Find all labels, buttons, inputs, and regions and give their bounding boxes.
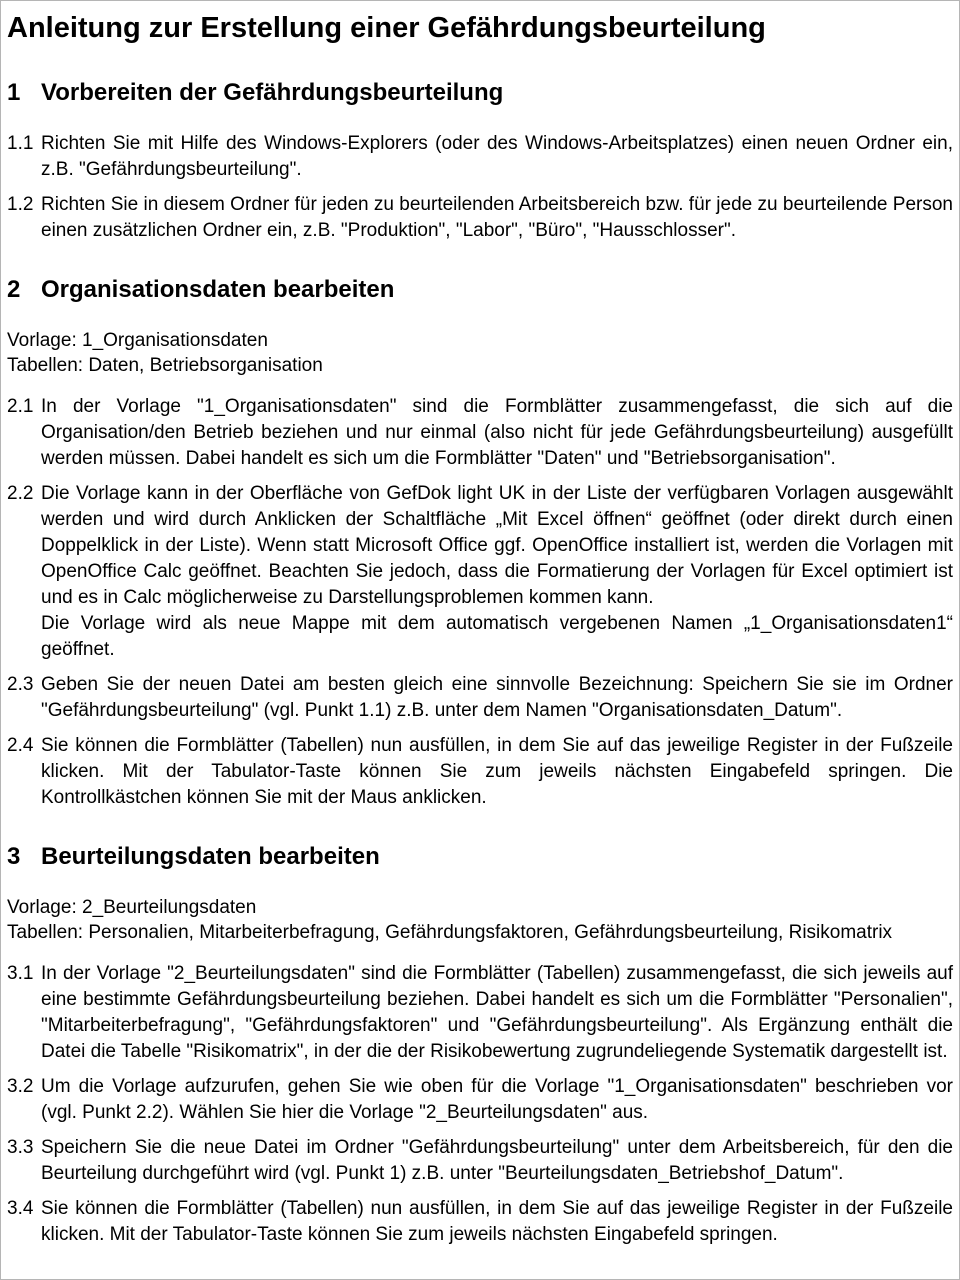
item-paragraph: Richten Sie mit Hilfe des Windows-Explorers (oder des Windows-Arbeitsplatzes) einen neuen Ordner ein, z.B. "Gefährdungsbeurteilung". [41,133,953,180]
item-text [41,394,953,472]
item-paragraph: Geben Sie der neuen Datei am besten gleich eine sinnvolle Bezeichnung: Speichern Sie sie im Ordner "Gefährdungsbeurteilung" (vgl. Punkt 1.1) z.B. unter dem Namen "Organisationsdaten_Datum". [41,674,953,721]
doc-item-2-1 [7,394,953,472]
section-title: Beurteilungsdaten bearbeiten [41,843,380,870]
section-1 [7,79,953,244]
section-3-meta [7,895,953,945]
section-title: Vorbereiten der Gefährdungsbeurteilung [41,79,504,106]
section-2-meta [7,328,953,378]
doc-item-2-4 [7,733,953,811]
item-number: 1.1 [7,133,34,154]
item-text [41,672,953,724]
item-text [41,733,953,811]
item-number: 2.3 [7,674,34,695]
section-2 [7,276,953,811]
doc-item-3-2 [7,1074,953,1126]
item-text [41,1196,953,1248]
tabellen-line: Tabellen: Personalien, Mitarbeiterbefragung, Gefährdungsfaktoren, Gefährdungsbeurteilung, Risikomatrix [7,922,893,943]
item-text [41,1074,953,1126]
item-text [41,192,953,244]
doc-item-1-1 [7,131,953,183]
item-paragraph: Sie können die Formblätter (Tabellen) nun ausfüllen, in dem Sie auf das jeweilige Register in der Fußzeile klicken. Mit der Tabulator-Taste können Sie zum jeweils nächsten Eingabefeld springen. [41,1198,953,1245]
item-paragraph: Die Vorlage kann in der Oberfläche von GefDok light UK in der Liste der verfügbaren Vorlagen ausgewählt werden und wird durch Anklicken der Schaltfläche „Mit Excel öffnen“ geöffnet (oder direkt durch einen Doppelklick in der Liste). Wenn statt Microsoft Office ggf. OpenOffice installiert ist, werden die Vorlagen mit OpenOffice Calc geöffnet. Beachten Sie jedoch, dass die Formatierung der Vorlagen für Excel optimiert ist und es in Calc möglicherweise zu Darstellungsproblemen kommen kann. [41,483,953,608]
item-number: 2.1 [7,396,34,417]
item-paragraph: In der Vorlage "1_Organisationsdaten" sind die Formblätter zusammengefasst, die sich auf die Organisation/den Betrieb beziehen und nur einmal (also nicht für jede Gefährdungsbeurteilung) ausgefüllt werden müssen. Dabei handelt es sich um die Formblätter "Daten" und "Betriebsorganisation". [41,396,953,469]
item-text [41,1135,953,1187]
item-paragraph: Sie können die Formblätter (Tabellen) nun ausfüllen, in dem Sie auf das jeweilige Register in der Fußzeile klicken. Mit der Tabulator-Taste können Sie zum jeweils nächsten Eingabefeld springen. Die Kontrollkästchen können Sie mit der Maus anklicken. [41,735,953,808]
doc-item-3-4 [7,1196,953,1248]
section-3-heading [7,843,953,871]
section-number: 1 [7,79,21,106]
section-number: 3 [7,843,21,870]
doc-item-2-3 [7,672,953,724]
doc-item-3-3 [7,1135,953,1187]
tabellen-line: Tabellen: Daten, Betriebsorganisation [7,355,323,376]
item-paragraph: Richten Sie in diesem Ordner für jeden zu beurteilenden Arbeitsbereich bzw. für jede zu beurteilende Person einen zusätzlichen Ordner ein, z.B. "Produktion", "Labor", "Büro", "Hausschlosser". [41,194,953,241]
item-paragraph: Um die Vorlage aufzurufen, gehen Sie wie oben für die Vorlage "1_Organisationsdaten" beschrieben vor (vgl. Punkt 2.2). Wählen Sie hier die Vorlage "2_Beurteilungsdaten" aus. [41,1076,953,1123]
item-number: 3.1 [7,963,34,984]
doc-item-2-2 [7,481,953,663]
item-text [41,131,953,183]
section-number: 2 [7,276,21,303]
item-text [41,961,953,1065]
section-1-heading [7,79,953,107]
item-number: 3.4 [7,1198,34,1219]
document-title: Anleitung zur Erstellung einer Gefährdungsbeurteilung [7,12,766,44]
item-text [41,481,953,663]
item-number: 3.2 [7,1076,34,1097]
item-number: 2.4 [7,735,34,756]
item-number: 1.2 [7,194,34,215]
doc-item-3-1 [7,961,953,1065]
item-paragraph: Die Vorlage wird als neue Mappe mit dem automatisch vergebenen Namen „1_Organisationsdaten1“ geöffnet. [41,613,953,660]
item-paragraph: Speichern Sie die neue Datei im Ordner "Gefährdungsbeurteilung" unter dem Arbeitsbereich, für den die Beurteilung durchgeführt wird (vgl. Punkt 1) z.B. unter "Beurteilungsdaten_Betriebshof_Datum". [41,1137,953,1184]
doc-item-1-2 [7,192,953,244]
vorlage-line: Vorlage: 2_Beurteilungsdaten [7,897,257,918]
section-title: Organisationsdaten bearbeiten [41,276,395,303]
vorlage-line: Vorlage: 1_Organisationsdaten [7,330,268,351]
item-paragraph: In der Vorlage "2_Beurteilungsdaten" sind die Formblätter (Tabellen) zusammengefasst, die sich jeweils auf eine bestimmte Gefährdungsbeurteilung beziehen. Dabei handelt es sich um die Formblätter "Personalien", "Mitarbeiterbefragung", "Gefährdungsfaktoren" und "Gefährdungsbeurteilung". Als Ergänzung enthält die Datei die Tabelle "Risikomatrix", in der die der Risikobewertung zugrundeliegende Systematik dargestellt ist. [41,963,953,1062]
section-3 [7,843,953,1248]
item-number: 2.2 [7,483,34,504]
section-2-heading [7,276,953,304]
item-number: 3.3 [7,1137,34,1158]
